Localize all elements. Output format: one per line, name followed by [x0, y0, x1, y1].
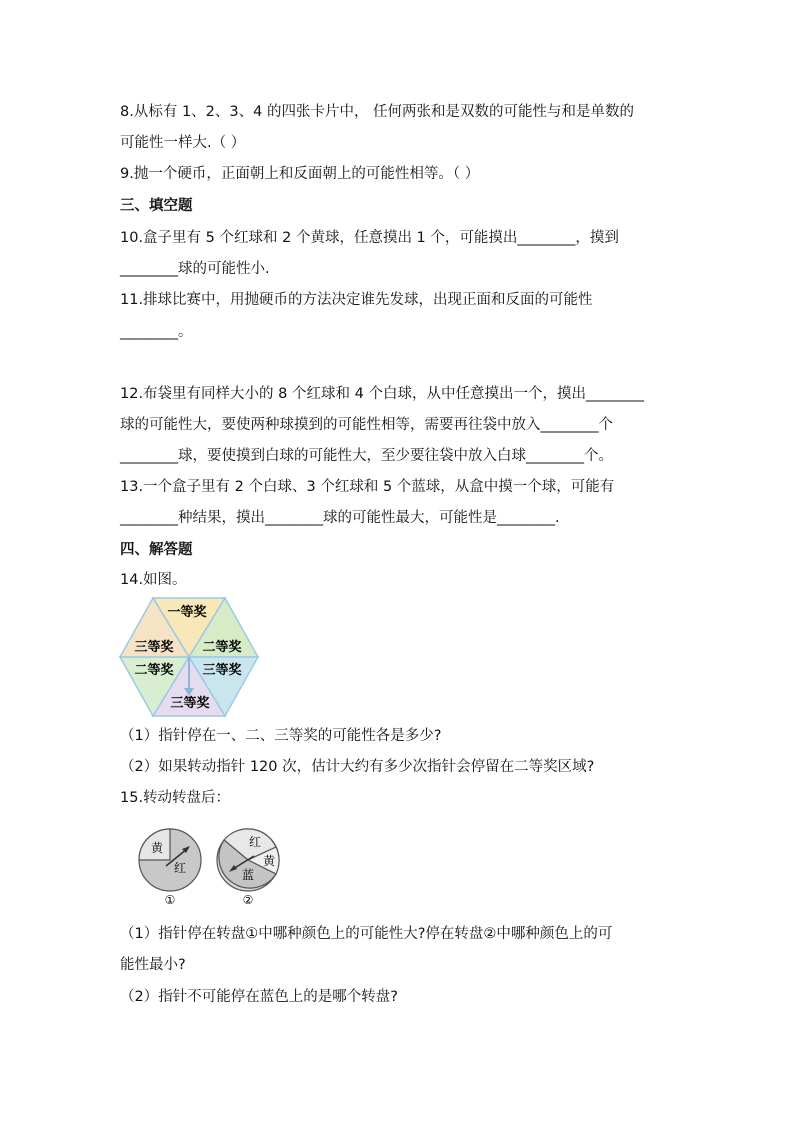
q15-sub-1-line-1: （1）指针停在转盘①中哪种颜色上的可能性大?停在转盘②中哪种颜色上的可 [120, 926, 613, 942]
q11-line-2: ________。 [120, 324, 193, 340]
q13-line-1: 13.一个盒子里有 2 个白球、3 个红球和 5 个蓝球，从盒中摸一个球，可能有 [120, 479, 615, 495]
disk-2-label-red: 红 [249, 835, 262, 849]
q15-sub-1-line-2: 能性最小? [120, 957, 186, 973]
q15-title: 15.转动转盘后： [120, 790, 231, 806]
q10-line-2: ________球的可能性小. [120, 261, 270, 277]
section-3-title: 三、填空题 [120, 198, 193, 214]
q14-sub-2: （2）如果转动指针 120 次，估计大约有多少次指针会停留在二等奖区域? [120, 759, 595, 775]
label-top: 一等奖 [167, 605, 207, 620]
q14-title: 14.如图。 [120, 572, 187, 588]
q12-line-1: 12.布袋里有同样大小的 8 个红球和 4 个白球，从中任意摸出一个，摸出________ [120, 386, 644, 402]
hexagon-spinner [118, 596, 260, 718]
q8-line-2: 可能性一样大.（ ） [120, 135, 246, 151]
section-4-title: 四、解答题 [120, 542, 193, 558]
q8-line-1: 8.从标有 1、2、3、4 的四张卡片中， 任何两张和是双数的可能性与和是单数的 [120, 104, 635, 120]
disk-1-number: ① [164, 893, 176, 906]
label-upper-left: 三等奖 [134, 640, 174, 655]
label-upper-right: 二等奖 [202, 640, 242, 655]
disk-2-label-blue: 蓝 [242, 868, 255, 882]
q12-line-2: 球的可能性大，要使两种球摸到的可能性相等，需要再往袋中放入________个 [120, 417, 613, 433]
label-lower-right: 三等奖 [202, 663, 242, 678]
disk-1-label-yellow: 黄 [151, 841, 164, 855]
disk-1-label-red: 红 [174, 861, 187, 875]
q11-line-1: 11.排球比赛中，用抛硬币的方法决定谁先发球，出现正面和反面的可能性 [120, 292, 593, 308]
label-lower-left: 二等奖 [134, 663, 174, 678]
q12-line-3: ________球，要使摸到白球的可能性大，至少要往袋中放入白球________个。 [120, 448, 613, 464]
spinner-disks [130, 822, 290, 906]
q14-sub-1: （1）指针停在一、二、三等奖的可能性各是多少? [120, 728, 442, 744]
q10-line-1: 10.盒子里有 5 个红球和 2 个黄球，任意摸出 1 个，可能摸出________，摸到 [120, 230, 619, 246]
q13-line-2: ________种结果，摸出________球的可能性最大，可能性是________. [120, 510, 560, 526]
disk-2-label-yellow: 黄 [263, 854, 276, 868]
q15-sub-2: （2）指针不可能停在蓝色上的是哪个转盘? [120, 989, 398, 1005]
q9-line-1: 9.抛一个硬币，正面朝上和反面朝上的可能性相等。（ ） [120, 166, 480, 182]
label-bottom: 三等奖 [170, 696, 210, 711]
disk-2-number: ② [242, 893, 254, 906]
